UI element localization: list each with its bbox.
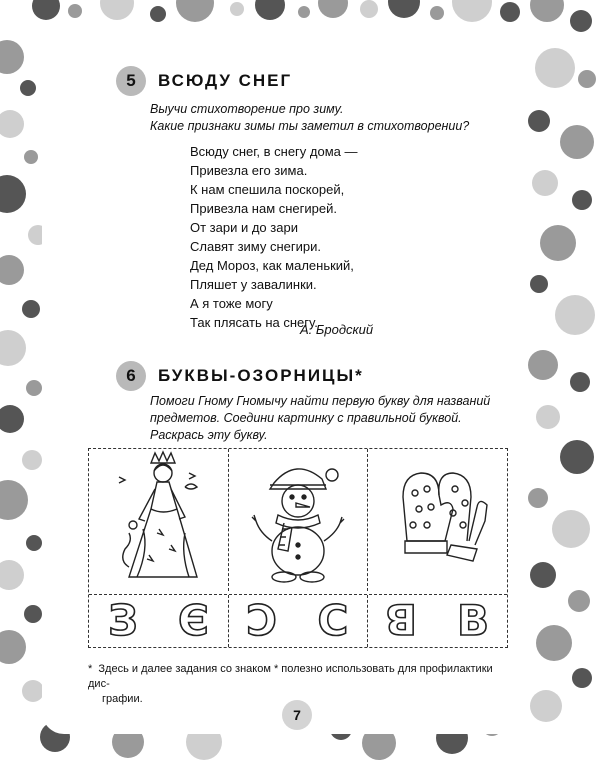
picture-cell-snowman[interactable] (228, 449, 368, 591)
section-5-number: 5 (116, 66, 146, 96)
instruction-line: Выучи стихотворение про зиму. (150, 102, 344, 116)
poem-line: Привезла нам снегирей. (190, 201, 337, 216)
instruction-line: предметов. Соедини картинку с правильной буквой. (150, 411, 462, 425)
letter-cell-3 (367, 595, 507, 647)
section-6-title: БУКВЫ-ОЗОРНИЦЫ* (158, 366, 364, 385)
footnote-mark: * (88, 663, 93, 675)
section-6-instructions (150, 393, 490, 444)
letter-outline[interactable]: С (317, 596, 349, 645)
letter-outline[interactable]: З (108, 596, 138, 645)
poem-line: Дед Мороз, как маленький, (190, 258, 354, 273)
footnote-text: Здесь и далее задания со знаком * полезно использовать для профилактики дис- (88, 663, 493, 690)
page-number: 7 (282, 700, 312, 730)
letter-cell-1 (89, 595, 229, 647)
section-5-title: ВСЮДУ СНЕГ (158, 71, 293, 90)
section-6-number: 6 (116, 361, 146, 391)
mittens-icon (367, 449, 507, 591)
picture-cell-snow-maiden[interactable] (89, 449, 229, 591)
picture-cell-mittens[interactable] (367, 449, 507, 591)
poem-line: К нам спешила поскорей, (190, 182, 345, 197)
letter-outline[interactable]: Ɔ (246, 596, 278, 645)
poem-author: А. Бродский (300, 322, 374, 337)
section-5-header (116, 66, 292, 96)
poem-line: Привезла его зима. (190, 163, 308, 178)
poem-line: Так плясать на снегу. (190, 315, 318, 330)
instruction-line: Раскрась эту букву. (150, 428, 268, 442)
instruction-line: Какие признаки зимы ты заметил в стихотворении? (150, 119, 470, 133)
poem-line: А я тоже могу (190, 296, 273, 311)
letters-row (89, 594, 507, 647)
snow-maiden-icon (89, 449, 228, 591)
poem (190, 142, 358, 332)
poem-line: Пляшет у завалинки. (190, 277, 317, 292)
footnote-text-cont: графии. (102, 693, 143, 705)
matching-grid (88, 448, 508, 648)
poem-line: Всюду снег, в снегу дома — (190, 144, 358, 159)
poem-line: Славят зиму снегири. (190, 239, 322, 254)
section-5-instructions (150, 101, 469, 135)
letter-outline[interactable]: Є (178, 596, 209, 645)
instruction-line: Помоги Гному Гномычу найти первую букву для названий (150, 394, 491, 408)
poem-line: От зари и до зари (190, 220, 298, 235)
letter-cell-2 (228, 595, 368, 647)
letter-outline[interactable]: В (457, 596, 490, 645)
snowman-icon (228, 449, 367, 591)
section-6-header (116, 361, 364, 391)
letter-outline[interactable]: ꓭ (384, 596, 417, 645)
